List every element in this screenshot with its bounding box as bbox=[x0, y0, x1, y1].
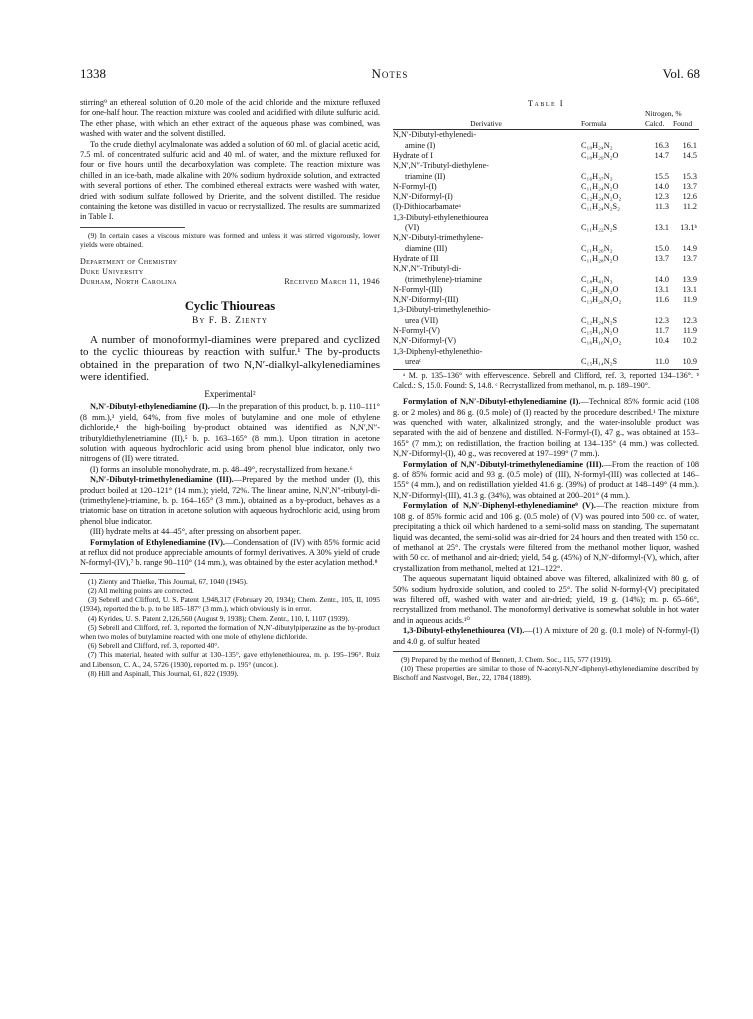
affiliation-line: Department of Chemistry bbox=[80, 257, 178, 267]
calcd-cell: 14.0 bbox=[654, 181, 669, 191]
table-row bbox=[393, 223, 699, 233]
table-row bbox=[393, 233, 699, 243]
paragraph-body: —Condensation of (IV) with 85% formic acid at reflux did not produce appreciable amounts of formyl derivatives. A 30% yield of crude N-formyl-(IV),⁷ b. range 90–110° (14 mm.), was obtained by the ester acylation method.⁸ bbox=[80, 537, 380, 568]
derivative-cell: Hydrate of III bbox=[393, 253, 439, 263]
footnote-block bbox=[393, 655, 699, 683]
derivative-cell: diamine (III) bbox=[405, 243, 448, 253]
formula-cell: C₁₂H₂₄N₂S bbox=[581, 315, 618, 325]
data-table bbox=[393, 110, 699, 367]
paragraph bbox=[80, 538, 380, 569]
table-row bbox=[393, 202, 699, 212]
table-row bbox=[393, 295, 699, 305]
footnote: (1) Zienty and Thielke, This Journal, 67, 1040 (1945). bbox=[88, 576, 248, 586]
column-header: Calcd. bbox=[643, 120, 671, 130]
table-row bbox=[393, 326, 699, 336]
table-row bbox=[393, 347, 699, 357]
found-cell: 11.2 bbox=[682, 202, 697, 212]
paragraph bbox=[80, 402, 380, 464]
left-column bbox=[80, 98, 380, 678]
derivative-cell: Hydrate of I bbox=[393, 151, 434, 160]
derivative-cell: N,N′-Dibutyl-ethylenedi- bbox=[393, 130, 476, 140]
footnote: (10) These properties are similar to those of N-acetyl-N,N′-diphenyl-ethylenediamine described by Bischoff and Nastvogel, Ber., 22, 1784 (1889). bbox=[393, 664, 699, 683]
calcd-cell: 11.0 bbox=[654, 356, 669, 366]
formula-cell: C₁₂H₂₆N₂O bbox=[581, 284, 619, 294]
page-number: 1338 bbox=[80, 66, 106, 81]
found-cell: 14.9 bbox=[682, 243, 697, 253]
affiliation bbox=[80, 257, 380, 287]
column-header: Formula bbox=[579, 110, 643, 130]
paragraph-body: —Prepared by the method under (I), this product boiled at 120–121° (14 mm.); yield, 72%. The linear amine, N,N′,N″-tributyl-di-(trimethylene)-triamine, b. p. 164–165° (3 mm.), obtained as a by-product, behaves as a triatomic base on titration in acetone solution with aqueous hydrochloric acid, using brom phenol blue indicator. bbox=[80, 475, 380, 526]
table-row bbox=[393, 357, 699, 367]
table-row bbox=[393, 130, 699, 141]
derivative-cell: N,N′-Dibutyl-trimethylene- bbox=[393, 233, 484, 243]
found-cell: 13.7 bbox=[682, 181, 697, 191]
derivative-cell: 1,3-Dibutyl-trimethylenethio- bbox=[393, 305, 491, 315]
found-cell: 16.1 bbox=[682, 140, 697, 150]
table-row bbox=[393, 336, 699, 346]
article-title: Cyclic Thioureas bbox=[184, 299, 276, 314]
formula-cell: C₁₃H₂₆N₂O₂ bbox=[581, 295, 622, 305]
found-cell: 13.1ᵇ bbox=[680, 223, 697, 233]
paragraph-heading: N,N′-Dibutyl-ethylenediamine (I). bbox=[90, 402, 210, 412]
footnote: (2) All melting points are corrected. bbox=[88, 586, 194, 596]
footnote: (4) Kyrides, U. S. Patent 2,126,560 (August 9, 1938); Chem. Zentr., 110, I, 1107 (1939). bbox=[88, 613, 350, 623]
calcd-cell: 13.7 bbox=[654, 253, 669, 263]
calcd-cell: 14.0 bbox=[654, 274, 669, 284]
derivative-cell: N,N′,N″-Tributyl-diethylene- bbox=[393, 161, 489, 171]
derivative-cell: 1,3-Diphenyl-ethylenethio- bbox=[393, 346, 483, 356]
formula-cell: C₁₀H₂₆N₂O bbox=[581, 151, 619, 160]
derivative-cell: (trimethylene)-triamine bbox=[405, 274, 482, 284]
derivative-cell: N-Formyl-(I) bbox=[393, 181, 437, 191]
paragraph-body: —In the preparation of this product, b. p. 110–111° (8 mm.),³ yield, 64%, from five moles of butylamine and one mole of ethylene dichloride,⁴ the high-boiling by-product obtained was identified as N,N′,N″-tributyldiethylenetriamine (II),⁵ b. p. 163–165° (8 mm.). Upon titration in acetone solution with aqueous hydrochloric acid using brom phenol blue indicator, only two nitrogens of (II) were titrated. bbox=[80, 402, 380, 464]
paragraph bbox=[393, 626, 699, 647]
paragraph: To the crude diethyl acylmalonate was added a solution of 60 ml. of glacial acetic acid, 7.5 ml. of concentrated sulfuric acid and 40 ml. of water, and the mixture refluxed for four or five hours until the decarboxylation was complete. The reaction mixture was chilled in an ice-bath, made alkaline with 20% sodium hydroxide solution, and extracted with several portions of ether. The combined ethereal extracts were washed with water, dried with sodium sulfate followed by Drierite, and the solvent distilled. The residue containing the ketone was distilled in vacuo or recrystallized. The results are summarized in Table I. bbox=[80, 139, 380, 222]
footnote-rule bbox=[393, 651, 500, 652]
formula-cell: C₁₂H₂₄N₂O₂ bbox=[581, 192, 622, 202]
derivative-cell: N,N′-Diformyl-(I) bbox=[393, 192, 453, 202]
footnote-rule bbox=[80, 573, 185, 574]
paragraph-body: —Technical 85% formic acid (108 g. or 2 moles) and 86 g. (0.5 mole) of (I) reacted by the procedure described.¹ The mixture was quenched with water, alkalinized strongly, and the water-insoluble product was separated with the aid of benzene and distilled. N-Formyl-(I), 47 g., was obtained at 153–165° (7 mm.); on redistillation, the fraction boiling at 134–135° (4 mm.) was collected. N,N′-Diformyl-(I), 40 g., was recovered at 197–199° (7 mm.). bbox=[393, 397, 699, 459]
footnote: (6) Sebrell and Clifford, ref. 3, reported 40°. bbox=[88, 641, 220, 651]
calcd-cell: 14.7 bbox=[654, 151, 669, 160]
footnote: (7) This material, heated with sulfur at 130–135°, gave ethylenethiourea, m. p. 195–196°. Ruiz and Libenson, C. A., 24, 5726 (1930), reported m. p. 195° (uncor.). bbox=[80, 650, 380, 669]
formula-cell: C₁₁H₂₆N₂ bbox=[581, 243, 613, 253]
found-cell: 12.6 bbox=[682, 192, 697, 202]
paragraph: (I) forms an insoluble monohydrate, m. p. 48–49°, recrystallized from hexane.⁶ bbox=[90, 464, 353, 474]
calcd-cell: 10.4 bbox=[654, 336, 669, 346]
section-title: Notes bbox=[371, 66, 409, 81]
found-cell: 10.9 bbox=[682, 356, 697, 366]
paragraph: (III) hydrate melts at 44–45°, after pressing on absorbent paper. bbox=[90, 527, 301, 537]
table-row bbox=[393, 275, 699, 285]
calcd-cell: 13.1 bbox=[654, 284, 669, 294]
table-row bbox=[393, 254, 699, 264]
table-row bbox=[393, 305, 699, 315]
section-heading: Experimental² bbox=[204, 388, 256, 399]
calcd-cell: 15.0 bbox=[654, 243, 669, 253]
derivative-cell: urea (VII) bbox=[405, 315, 438, 325]
found-cell: 15.3 bbox=[682, 171, 697, 181]
table-body bbox=[393, 130, 699, 367]
table-title: Table I bbox=[527, 98, 565, 108]
formula-cell: C₁₅H₁₆N₂O bbox=[581, 326, 619, 336]
footnote: (3) Sebrell and Clifford, U. S. Patent 1,948,317 (February 20, 1934); Chem. Zentr., 105, II, 1095 (1934), reported the b. p. to be 185–187° (3 mm.), which obviously is in error. bbox=[80, 595, 380, 614]
formula-cell: C₁₅H₁₄N₂S bbox=[581, 356, 618, 366]
found-cell: 14.5 bbox=[682, 151, 697, 160]
footnote-rule bbox=[80, 227, 185, 228]
column-header: Derivative bbox=[393, 110, 579, 130]
paragraph: stirring⁹ an ethereal solution of 0.20 mole of the acid chloride and the mixture refluxed for one-half hour. The reaction mixture was cooled and acidified with dilute sulfuric acid. The ether phase, with which an ether extract of the aqueous phase was combined, was washed with water and the solvent distilled. bbox=[80, 98, 380, 139]
footnote: (9) In certain cases a viscous mixture was formed and unless it was stirred vigorously, lower yields were obtained. bbox=[80, 230, 380, 250]
calcd-cell: 12.3 bbox=[654, 192, 669, 202]
paragraph bbox=[80, 475, 380, 527]
table-row bbox=[393, 316, 699, 326]
article-author: By F. B. Zienty bbox=[192, 315, 268, 326]
table-row bbox=[393, 285, 699, 295]
derivative-cell: N-Formyl-(V) bbox=[393, 326, 440, 336]
paragraph bbox=[393, 460, 699, 502]
derivative-cell: ureaᶜ bbox=[405, 356, 422, 366]
formula-cell: C₁₁H₂₄N₂S₂ bbox=[581, 202, 620, 212]
calcd-cell: 13.1 bbox=[654, 223, 669, 233]
calcd-cell: 16.3 bbox=[654, 140, 669, 150]
formula-cell: C₁₆H₃₇N₃ bbox=[581, 171, 613, 181]
footnote: (5) Sebrell and Clifford, ref. 3, reported the formation of N,N′-dibutylpiperazine as the by-product when two moles of butylamine reacted with one mole of ethylene dichloride. bbox=[80, 622, 380, 642]
derivative-cell: N,N′-Diformyl-(V) bbox=[393, 336, 456, 346]
paragraph-body: —The reaction mixture from 108 g. of 85% formic acid and 106 g. (0.5 mole) of (V) was poured into 500 cc. of water, precipitating a thick oil which hardened to a semi-solid mass on standing. The supernatant liquid was decanted, the semi-solid was air-dried for 24 hours and then treated with 150 cc. of methanol at 25°. The crystals were filtered from the methanol mother liquor, washed with 50 cc. of methanol and air-dried; yield, 54 g. (45%) of N,N′-diformyl-(V), which, after crystallization from methanol, melted at 121–122°. bbox=[393, 501, 699, 573]
found-cell: 12.3 bbox=[682, 315, 697, 325]
derivative-cell: (I)-Dithiocarbamateᵃ bbox=[393, 202, 461, 212]
derivative-cell: (VI) bbox=[405, 223, 420, 233]
running-header bbox=[80, 66, 700, 82]
found-cell: 10.2 bbox=[682, 336, 697, 346]
formula-cell: C₁₆H₁₆N₂O₂ bbox=[581, 336, 622, 346]
derivative-cell: triamine (II) bbox=[405, 171, 446, 181]
table-row bbox=[393, 213, 699, 223]
paragraph-heading: Formylation of N,N′-Dibutyl-ethylenediamine (I). bbox=[403, 397, 581, 407]
formula-cell: C₁₁H₂₈N₂O bbox=[581, 253, 619, 263]
table-row bbox=[393, 151, 699, 161]
table-row bbox=[393, 264, 699, 274]
paragraph bbox=[393, 397, 699, 459]
received-date: Received March 11, 1946 bbox=[284, 277, 380, 287]
formula-cell: C₁₁H₂₄N₂O bbox=[581, 181, 619, 191]
formula-cell: C₁₀H₂₄N₂ bbox=[581, 140, 613, 150]
footnote: (8) Hill and Aspinall, This Journal, 61, 822 (1939). bbox=[88, 668, 239, 678]
derivative-cell: N,N′,N″-Tributyl-di- bbox=[393, 264, 462, 274]
calcd-cell: 15.5 bbox=[654, 171, 669, 181]
found-cell: 11.9 bbox=[682, 326, 697, 336]
calcd-cell: 11.6 bbox=[654, 295, 669, 305]
paragraph bbox=[393, 501, 699, 574]
paragraph-heading: Formylation of Ethylenediamine (IV). bbox=[90, 537, 225, 547]
paragraph-body: —(1) A mixture of 20 g. (0.1 mole) of N-formyl-(I) and 4.0 g. of sulfur heated bbox=[393, 626, 699, 646]
affiliation-line: Duke University bbox=[80, 267, 144, 277]
abstract: A number of monoformyl-diamines were prepared and cyclized to the cyclic thioureas by reaction with sulfur.¹ The by-products obtained in the preparation of two N,N′-dialkyl-alkylenediamines were identified. bbox=[80, 334, 380, 383]
volume-number: Vol. 68 bbox=[662, 66, 700, 81]
calcd-cell: 11.7 bbox=[654, 326, 669, 336]
paragraph-body: —From the reaction of 108 g. of 85% formic acid and 93 g. (0.5 mole) of (III), N-formyl-(III) was collected at 146–155° (4 mm.), and on redistillation yielded 41.6 g. (39%) of product at 148–149° (4 mm.). N,N′-Diformyl-(III), 41.3 g. (34%), was obtained at 200–201° (4 mm.). bbox=[393, 459, 699, 500]
derivative-cell: 1,3-Dibutyl-ethylenethiourea bbox=[393, 212, 489, 222]
found-cell: 13.9 bbox=[682, 274, 697, 284]
paragraph-heading: Formylation of N,N′-Diphenyl-ethylenediamine⁹ (V). bbox=[403, 501, 596, 511]
column-header: Nitrogen, % bbox=[645, 109, 682, 119]
derivative-cell: amine (I) bbox=[405, 140, 436, 150]
paragraph: The aqueous supernatant liquid obtained above was filtered, alkalinized with 80 g. of 50% sodium hydroxide solution, and cooled to 25°. The solid N-formyl-(V) precipitated was filtered off, washed with water and air-dried; yield, 19 g. (14%); m. p. 65–66°, recrystallized from methanol. The monoformyl derivative is somewhat soluble in hot water and in aqueous acids.¹⁰ bbox=[393, 574, 699, 625]
formula-cell: C₁₈H₄₁N₃ bbox=[581, 274, 613, 284]
paragraph-heading: Formylation of N,N′-Dibutyl-trimethylenediamine (III). bbox=[403, 459, 604, 469]
derivative-cell: N-Formyl-(III) bbox=[393, 284, 443, 294]
calcd-cell: 12.3 bbox=[654, 315, 669, 325]
footnote: (9) Prepared by the method of Bennett, J. Chem. Soc., 115, 577 (1919). bbox=[401, 654, 612, 664]
table-notes: ᵃ M. p. 135–136° with effervescence. Sebrell and Clifford, ref. 3, reported 134–136°. ᵇ Calcd.: S, 15.0. Found: S, 14.8. ᶜ Recrystallized from methanol, m. p. 189–190°. bbox=[393, 371, 699, 391]
paragraph-heading: N,N′-Dibutyl-trimethylenediamine (III). bbox=[90, 475, 234, 485]
table-row bbox=[393, 172, 699, 182]
derivative-cell: N,N′-Diformyl-(III) bbox=[393, 295, 459, 305]
table-row bbox=[393, 182, 699, 192]
table-row bbox=[393, 192, 699, 202]
footnote-block bbox=[80, 577, 380, 678]
found-cell: 13.7 bbox=[682, 253, 697, 263]
column-header: Found bbox=[671, 120, 699, 130]
calcd-cell: 11.3 bbox=[654, 202, 669, 212]
right-column bbox=[393, 98, 699, 683]
affiliation-line: Durham, North Carolina bbox=[80, 277, 177, 287]
footnote-block bbox=[80, 231, 380, 249]
found-cell: 13.1 bbox=[682, 284, 697, 294]
found-cell: 11.9 bbox=[682, 295, 697, 305]
paragraph-heading: 1,3-Dibutyl-ethylenethiourea (VI). bbox=[403, 626, 525, 636]
table-row bbox=[393, 161, 699, 171]
formula-cell: C₁₁H₂₂N₂S bbox=[581, 223, 618, 233]
table-row bbox=[393, 244, 699, 254]
table-row bbox=[393, 141, 699, 151]
